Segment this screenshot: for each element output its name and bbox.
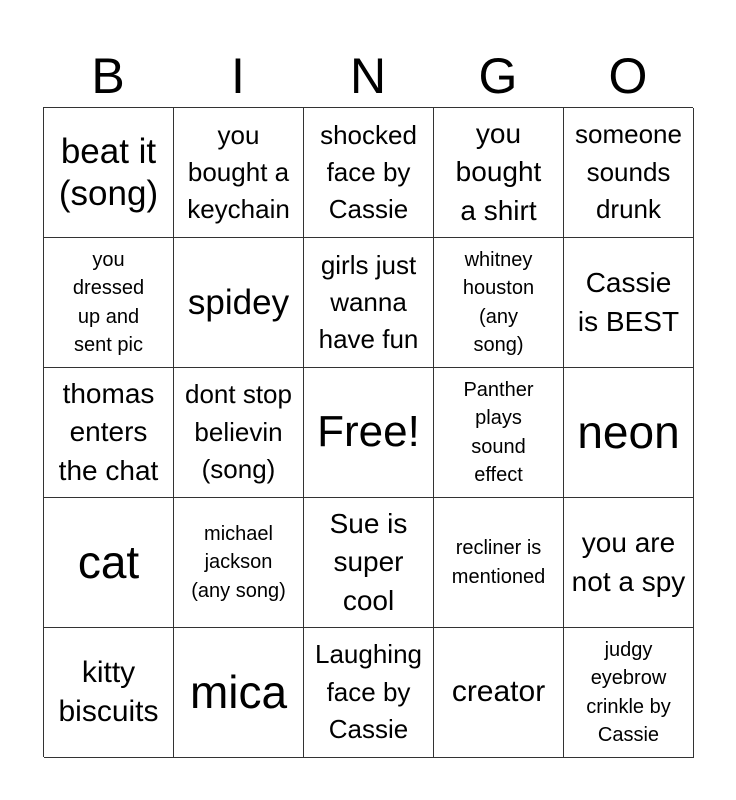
header-letter-n: N <box>349 48 387 104</box>
cell-label: Laughing face by Cassie <box>315 638 422 745</box>
cell-label: someone sounds drunk <box>575 118 682 225</box>
cell-label: spidey <box>187 282 290 322</box>
bingo-cell-r4-c5[interactable] <box>564 498 694 628</box>
bingo-cell-r3-c5[interactable] <box>564 368 694 498</box>
header-letter-i: I <box>231 48 245 104</box>
cell-label: mica <box>189 666 288 719</box>
bingo-cell-r1-c4[interactable] <box>434 108 564 238</box>
cell-label: Sue is super cool <box>329 507 408 616</box>
cell-label: Cassie is BEST <box>577 266 680 337</box>
bingo-cell-r2-c4[interactable] <box>434 238 564 368</box>
header-letter-b: B <box>91 48 125 104</box>
bingo-cell-r5-c4[interactable] <box>434 628 564 758</box>
cell-label: neon <box>577 406 680 459</box>
cell-label: cat <box>77 536 140 589</box>
bingo-cell-r1-c5[interactable] <box>564 108 694 238</box>
bingo-cell-r2-c3[interactable] <box>304 238 434 368</box>
cell-label: you are not a spy <box>571 526 686 597</box>
bingo-cell-r2-c5[interactable] <box>564 238 694 368</box>
bingo-cell-r4-c2[interactable] <box>174 498 304 628</box>
cell-label: dont stop believin (song) <box>185 378 292 485</box>
cell-label: thomas enters the chat <box>58 377 159 486</box>
cell-label: shocked face by Cassie <box>320 120 417 224</box>
cell-label: Panther plays sound effect <box>463 378 534 486</box>
cell-label: judgy eyebrow crinkle by Cassie <box>586 638 671 746</box>
cell-label: michael jackson (any song) <box>191 522 286 602</box>
bingo-cell-r3-c1[interactable] <box>44 368 174 498</box>
bingo-cell-r1-c3[interactable] <box>304 108 434 238</box>
bingo-cell-r5-c2[interactable] <box>174 628 304 758</box>
bingo-cell-r3-c3[interactable] <box>304 368 434 498</box>
cell-label: you bought a shirt <box>455 117 542 226</box>
cell-label: Free! <box>317 407 420 457</box>
cell-label: creator <box>451 675 546 709</box>
bingo-grid <box>43 107 693 757</box>
cell-label: beat it (song) <box>58 132 159 213</box>
bingo-cell-r3-c4[interactable] <box>434 368 564 498</box>
bingo-header <box>43 44 693 108</box>
cell-label: recliner is mentioned <box>451 537 546 588</box>
bingo-cell-r5-c5[interactable] <box>564 628 694 758</box>
bingo-cell-r1-c1[interactable] <box>44 108 174 238</box>
cell-label: whitney houston (any song) <box>462 248 535 356</box>
cell-label: girls just wanna have fun <box>318 250 419 354</box>
bingo-cell-r4-c4[interactable] <box>434 498 564 628</box>
header-letter-g: G <box>478 48 518 104</box>
bingo-cell-r2-c2[interactable] <box>174 238 304 368</box>
bingo-cell-r1-c2[interactable] <box>174 108 304 238</box>
bingo-cell-r5-c1[interactable] <box>44 628 174 758</box>
header-letter-o: O <box>608 48 648 104</box>
cell-label: kitty biscuits <box>58 656 159 728</box>
cell-label: you dressed up and sent pic <box>72 248 145 356</box>
bingo-cell-r5-c3[interactable] <box>304 628 434 758</box>
bingo-cell-r2-c1[interactable] <box>44 238 174 368</box>
bingo-cell-r4-c3[interactable] <box>304 498 434 628</box>
bingo-cell-r3-c2[interactable] <box>174 368 304 498</box>
bingo-cell-r4-c1[interactable] <box>44 498 174 628</box>
cell-label: you bought a keychain <box>187 120 290 224</box>
